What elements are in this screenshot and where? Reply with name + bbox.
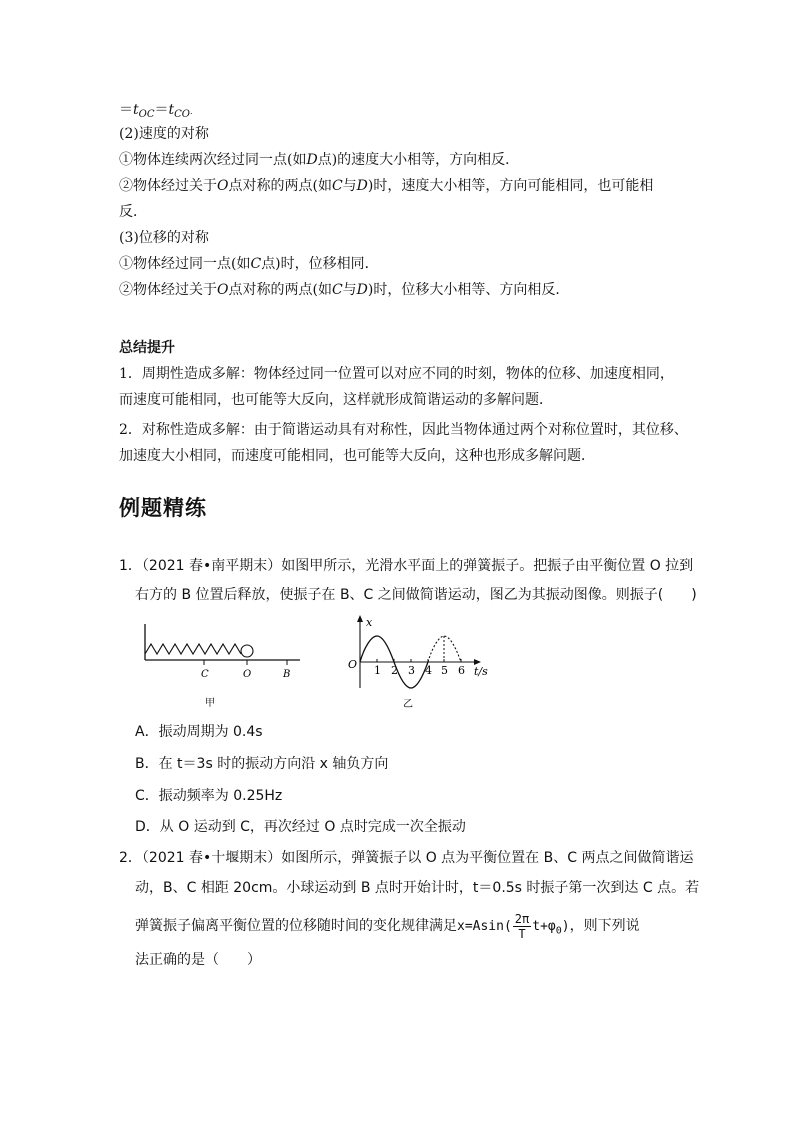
text: . [190,107,193,116]
text: 点)时，位移相同． [261,256,379,272]
point-o: O [217,282,229,298]
label-b: B [283,669,291,680]
point-d: D [356,282,368,298]
q2-stem-line-2: 动，B、C 相距 20cm。小球运动到 B 点时开始计时，t＝0.5s 时振子第一次到达 C 点。若 [135,880,700,896]
x-axis-label: t/s [474,665,488,678]
text: ＝ [154,102,169,118]
fraction-denominator: T [518,927,526,941]
ball-circle [241,645,253,657]
displacement-para-2 [119,280,569,300]
q1-option-c[interactable]: C．振动频率为 0.25Hz [135,788,283,804]
spring-oscillator-figure [140,622,310,712]
text: 点对称的两点(如 [228,282,332,298]
summary-2-line-1: 2．对称性造成多解：由于简谐运动具有对称性，因此当物体通过两个对称位置时，其位移、 [119,422,688,438]
point-c: C [331,282,343,298]
section-displacement-title: (3)位移的对称 [119,230,209,246]
label-o: O [243,669,252,680]
q1-option-b[interactable]: B．在 t＝3s 时的振动方向沿 x 轴负方向 [135,756,389,772]
tick-label-1: 1 [374,664,381,677]
summary-heading: 总结提升 [119,340,175,356]
fraction-numerator: 2π [514,912,530,926]
velocity-para-1 [119,150,519,170]
formula-subscript: 0 [555,925,562,937]
y-axis-label: x [366,616,373,629]
q2-stem-line-4: 法正确的是（ ） [135,952,261,968]
point-o: O [217,178,229,194]
text: 点对称的两点(如 [228,178,332,194]
text: 与 [342,178,357,194]
point-d: D [306,152,318,168]
point-c: C [331,178,343,194]
text: 与 [342,282,357,298]
q1-stem-line-2: 右方的 B 位置后释放，使振子在 B、C 之间做简谐运动，图乙为其振动图像。则振子( ) [135,587,697,603]
summary-1-line-2: 而速度可能相同，也可能等大反向，这样就形成简谐运动的多解问题． [119,392,553,408]
q2-stem-line-3 [135,910,640,948]
tick-label-2: 2 [391,664,398,677]
vibration-graph-figure [340,612,500,712]
text: 弹簧振子偏离平衡位置的位移随时间的变化规律满足 [135,918,457,934]
text: ①物体连续两次经过同一点(如 [119,152,307,168]
figure-caption-yi: 乙 [403,699,413,710]
tick-label-5: 5 [441,664,448,677]
text: ①物体经过同一点(如 [119,256,251,272]
var-t: t [133,102,139,118]
q1-option-a[interactable]: A．振动周期为 0.4s [135,724,263,740]
var-t: t [168,102,175,118]
velocity-para-2 [119,176,653,196]
summary-2-line-2: 加速度大小相同，而速度可能相同，也可能等大反向，这种也形成多解问题． [119,448,595,464]
subscript: CO [174,109,190,120]
time-equality-line [119,100,193,122]
formula-body: t+φ [532,919,556,934]
spring-zigzag [145,644,241,654]
tick-label-3: 3 [408,664,415,677]
section-velocity-title: (2)速度的对称 [119,126,209,142]
y-axis-arrow [357,615,363,622]
text: ②物体经过关于 [119,178,217,194]
text: )时，位移大小相等、方向相反． [367,282,570,298]
formula [457,912,570,941]
formula-prefix: x=Asin( [457,919,512,934]
q1-option-d[interactable]: D．从 O 运动到 C，再次经过 O 点时完成一次全振动 [135,819,466,835]
tick-label-6: 6 [458,664,465,677]
text: ＝ [119,102,133,118]
summary-1-line-1: 1．周期性造成多解：物体经过同一位置可以对应不同的时刻，物体的位移、加速度相同， [119,366,674,382]
formula-close: ) [561,919,570,934]
fraction [513,912,531,941]
subscript: OC [138,109,155,120]
text: ，则下列说 [569,918,640,934]
point-c: C [250,256,262,272]
point-d: D [356,178,368,194]
origin-label: O [348,658,358,671]
displacement-para-1 [119,254,379,274]
text: ②物体经过关于 [119,282,217,298]
text: 点)的速度大小相等，方向相反． [317,152,520,168]
section-heading-examples: 例题精练 [119,496,207,520]
q1-stem-line-1: 1．（2021 春•南平期末）如图甲所示，光滑水平面上的弹簧振子。把振子由平衡位置 O 拉到 [119,558,694,574]
tick-label-4: 4 [425,664,432,677]
q2-stem-line-1: 2．（2021 春•十堰期末）如图所示，弹簧振子以 O 点为平衡位置在 B、C 两点之间做简谐运 [119,850,694,866]
text: )时，速度大小相等，方向可能相同，也可能相 [367,178,654,194]
label-c: C [201,669,209,680]
figure-caption-jia: 甲 [205,698,215,709]
velocity-para-2-cont: 反． [119,204,147,220]
